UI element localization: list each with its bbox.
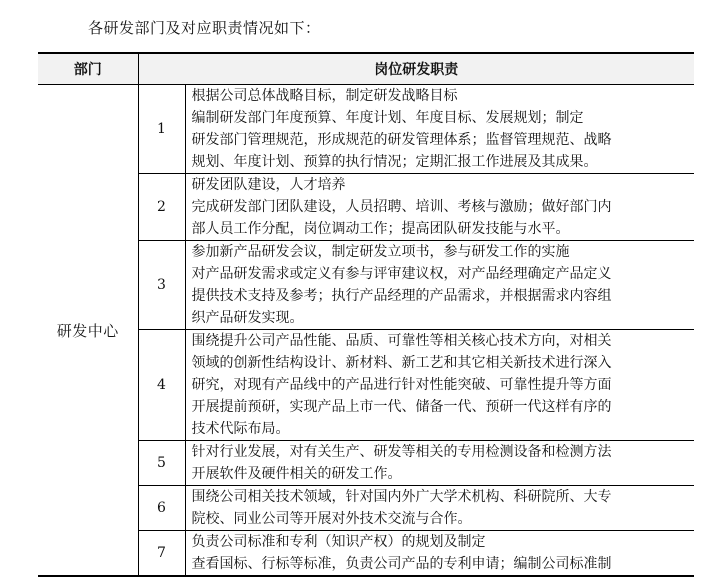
- table-row: [38, 85, 694, 174]
- row-number: 4: [138, 330, 185, 441]
- row-number: 6: [138, 486, 185, 531]
- duty-description: [185, 330, 694, 441]
- duty-title: 根据公司总体战略目标，制定研发战略目标: [191, 88, 458, 104]
- duty-description: [185, 531, 694, 577]
- intro-text: 各研发部门及对应职责情况如下：: [88, 19, 321, 37]
- duty-line: 对产品研发需求或定义有参与评审建议权，对产品经理确定产品定义: [191, 266, 612, 282]
- duty-line: 完成研发部门团队建设，人员招聘、培训、考核与激励；做好部门内: [191, 199, 612, 215]
- duty-line: 围绕公司相关技术领域，针对国内外广大学术机构、科研院所、大专: [191, 489, 612, 505]
- header-dept: 部门: [38, 53, 138, 85]
- row-number: 1: [138, 85, 185, 174]
- header-duties: 岗位研发职责: [138, 53, 694, 85]
- duty-line: 编制研发部门年度预算、年度计划、年度目标、发展规划；制定: [191, 110, 584, 126]
- table-body: [38, 85, 694, 577]
- duty-line: 开展提前预研，实现产品上市一代、储备一代、预研一代这样有序的: [191, 399, 612, 415]
- duty-description: [185, 174, 694, 241]
- row-number: 3: [138, 241, 185, 330]
- duty-line: 针对行业发展，对有关生产、研发等相关的专用检测设备和检测方法: [191, 444, 612, 460]
- duty-description: [185, 441, 694, 486]
- duty-line: 技术代际布局。: [191, 421, 290, 437]
- duty-line: 规划、年度计划、预算的执行情况；定期汇报工作进展及其成果。: [191, 154, 598, 170]
- duty-line: 织产品研发实现。: [191, 310, 304, 326]
- duty-table: [38, 52, 694, 577]
- table-header-row: [38, 53, 694, 85]
- duty-line: 研发部门管理规范，形成规范的研发管理体系；监督管理规范、战略: [191, 132, 612, 148]
- duty-description: [185, 241, 694, 330]
- duty-line: 院校、同业公司等开展对外技术交流与合作。: [191, 511, 472, 527]
- duty-line: 开展软件及硬件相关的研发工作。: [191, 466, 402, 482]
- duty-line: 领域的创新性结构设计、新材料、新工艺和其它相关新技术进行深入: [191, 355, 612, 371]
- duty-title: 参加新产品研发会议，制定研发立项书，参与研发工作的实施: [191, 244, 570, 260]
- row-number: 5: [138, 441, 185, 486]
- row-number: 2: [138, 174, 185, 241]
- duty-title: 负责公司标准和专利（知识产权）的规划及制定: [191, 534, 486, 550]
- row-number: 7: [138, 531, 185, 577]
- duty-description: [185, 486, 694, 531]
- department-cell: 研发中心: [38, 85, 138, 577]
- duty-line: 查看国标、行标等标准，负责公司产品的专利申请；编制公司标准制: [191, 556, 612, 572]
- duty-title: 研发团队建设，人才培养: [191, 177, 346, 193]
- duty-line: 提供技术支持及参考；执行产品经理的产品需求，并根据需求内容组: [191, 288, 612, 304]
- duty-line: 部人员工作分配，岗位调动工作；提高团队研发技能与水平。: [191, 221, 570, 237]
- duty-line: 围绕提升公司产品性能、品质、可靠性等相关核心技术方向，对相关: [191, 333, 612, 349]
- duty-line: 研究，对现有产品线中的产品进行针对性能突破、可靠性提升等方面: [191, 377, 612, 393]
- duty-description: [185, 85, 694, 174]
